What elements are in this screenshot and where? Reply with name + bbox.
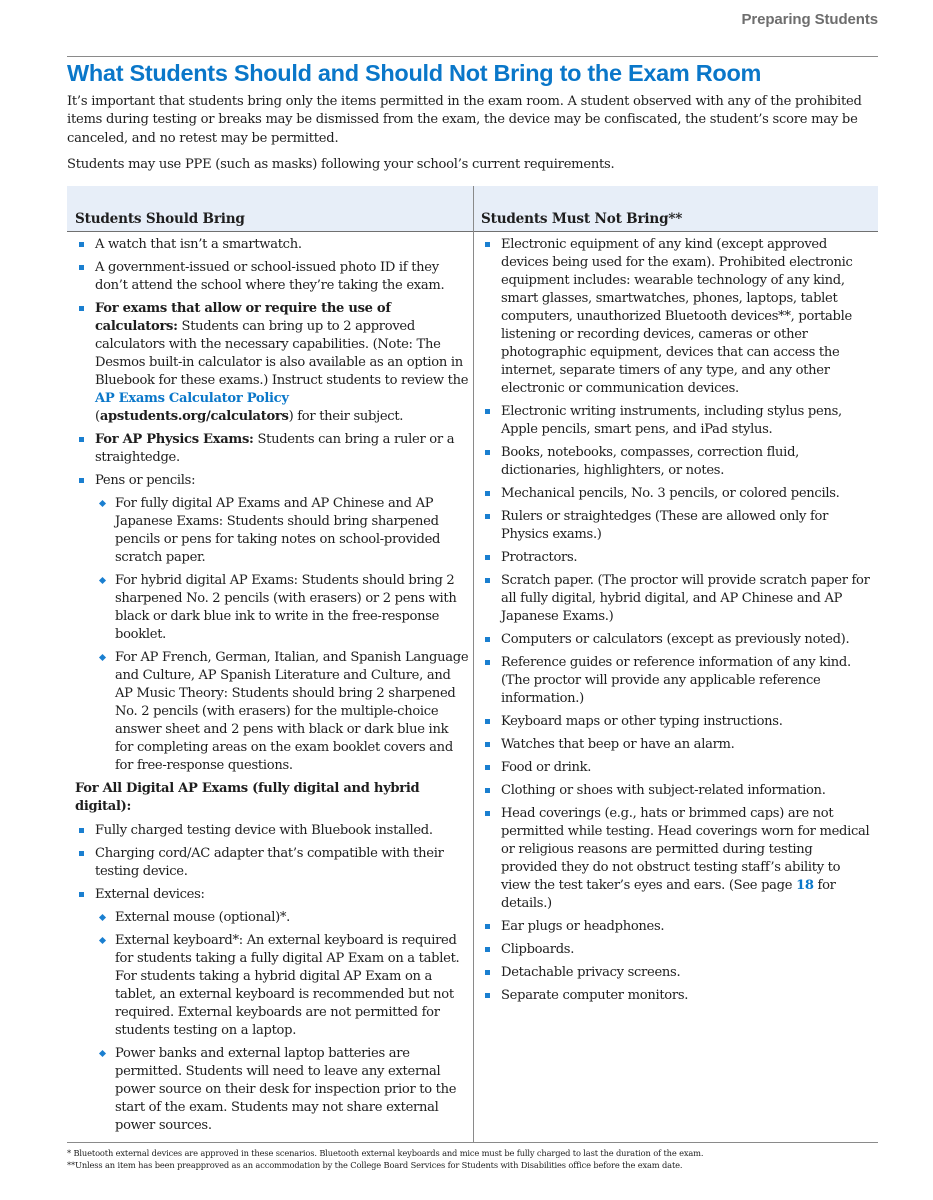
digital-exams-list (75, 822, 469, 1135)
list-item: Detachable privacy screens. (481, 964, 871, 982)
list-item: Electronic writing instruments, including stylus pens, Apple pencils, smart pens, and iPad stylus. (481, 403, 871, 439)
list-item: Clothing or shoes with subject-related information. (481, 782, 871, 800)
calculator-policy-link[interactable]: AP Exams Calculator Policy (95, 391, 289, 406)
sub-list-item: For fully digital AP Exams and AP Chinese and AP Japanese Exams: Students should bring sharpened pencils or pens for taking notes on school-provided scratch paper. (95, 495, 469, 567)
item-lead: For AP Physics Exams: (95, 432, 254, 447)
should-bring-list (75, 236, 469, 775)
column-divider (473, 186, 474, 1142)
running-head: Preparing Students (741, 11, 878, 28)
table-bottom-rule (67, 1142, 878, 1143)
must-not-bring-list (481, 236, 871, 1005)
list-item: Scratch paper. (The proctor will provide scratch paper for all fully digital, hybrid digital, and AP Chinese and AP Japanese Exams.) (481, 572, 871, 626)
list-item: Fully charged testing device with Bluebook installed. (75, 822, 469, 840)
item-text: A watch that isn’t a smartwatch. (95, 237, 302, 252)
sub-list-item: For hybrid digital AP Exams: Students should bring 2 sharpened No. 2 pencils (with erasers) or 2 pens with black or dark blue ink to write in the free-response booklet. (95, 572, 469, 644)
list-item (75, 259, 469, 295)
list-item: Rulers or straightedges (These are allowed only for Physics exams.) (481, 508, 871, 544)
list-item: Clipboards. (481, 941, 871, 959)
item-text: Pens or pencils: (95, 473, 196, 488)
list-item: Mechanical pencils, No. 3 pencils, or colored pencils. (481, 485, 871, 503)
calculator-policy-url: apstudents.org/calculators (99, 409, 289, 424)
list-item-physics (75, 431, 469, 467)
list-item: Computers or calculators (except as previously noted). (481, 631, 871, 649)
item-text: Head coverings (e.g., hats or brimmed caps) are not permitted while testing. Head coverings worn for medical or religious reasons are permitted during testing provided they do not obstruct testing staff’s ability to view the test taker’s eyes and ears. (See page (501, 806, 870, 893)
pens-sublist (95, 495, 469, 775)
footnotes (67, 1147, 887, 1171)
item-text: ( (95, 409, 100, 424)
footnote-double-star: **Unless an item has been preapproved as an accommodation by the College Board Services for Students with Disabilities office before the exam date. (67, 1160, 683, 1170)
should-bring-column (75, 236, 469, 1140)
list-item: Books, notebooks, compasses, correction fluid, dictionaries, highlighters, or notes. (481, 444, 871, 480)
page-18-link[interactable]: 18 (796, 878, 814, 893)
ppe-paragraph: Students may use PPE (such as masks) following your school’s current requirements. (67, 157, 615, 172)
list-item: Charging cord/AC adapter that’s compatible with their testing device. (75, 845, 469, 881)
list-item: Ear plugs or headphones. (481, 918, 871, 936)
items-table (67, 186, 878, 1144)
item-lead: For exams that allow or require the use of calculators: (95, 301, 391, 334)
list-item: Watches that beep or have an alarm. (481, 736, 871, 754)
footnote-single-star: * Bluetooth external devices are approved in these scenarios. Bluetooth external keyboards and mice must be fully charged to last the duration of the exam. (67, 1148, 704, 1158)
sub-list-item: Power banks and external laptop batteries are permitted. Students will need to leave any external power source on their desk for inspection prior to the start of the exam. Students may not share external power sources. (95, 1045, 469, 1135)
item-text: A government-issued or school-issued photo ID if they don’t attend the school where they’re taking the exam. (95, 260, 445, 293)
intro-paragraph: It’s important that students bring only the items permitted in the exam room. A student observed with any of the prohibited items during testing or breaks may be dismissed from the exam, the device may be confiscated, the student’s score may be canceled, and no retest may be permitted. (67, 94, 862, 146)
list-item-pens (75, 472, 469, 775)
list-item: Food or drink. (481, 759, 871, 777)
list-item: Keyboard maps or other typing instructions. (481, 713, 871, 731)
list-item: Protractors. (481, 549, 871, 567)
list-item-head-coverings (481, 805, 871, 913)
item-text: ) for their subject. (288, 409, 404, 424)
list-item (75, 236, 469, 254)
item-text: Students can bring a ruler or a straightedge. (95, 432, 455, 465)
external-devices-sublist (95, 909, 469, 1135)
column-header-must-not-bring: Students Must Not Bring** (481, 211, 683, 227)
list-item: Reference guides or reference information of any kind. (The proctor will provide any applicable reference information.) (481, 654, 871, 708)
sub-list-item: External keyboard*: An external keyboard is required for students taking a fully digital AP Exam on a tablet. For students taking a hybrid digital AP Exam on a tablet, an external keyboard is recommended but not required. External keyboards are not permitted for students testing on a laptop. (95, 932, 469, 1040)
list-item-calculators (75, 300, 469, 426)
sub-list-item: For AP French, German, Italian, and Spanish Language and Culture, AP Spanish Literature and Culture, and AP Music Theory: Students should bring 2 sharpened No. 2 pencils (with erasers) for the multiple-choice answer sheet and 2 pens with black or dark blue ink for completing areas on the exam booklet covers and for free-response questions. (95, 649, 469, 775)
digital-exams-subhead: For All Digital AP Exams (fully digital and hybrid digital): (75, 781, 420, 814)
page-title: What Students Should and Should Not Bring to the Exam Room (67, 60, 762, 86)
list-item: Separate computer monitors. (481, 987, 871, 1005)
list-item: Electronic equipment of any kind (except approved devices being used for the exam). Prohibited electronic equipment includes: wearable technology of any kind, smart glasses, smartwatches, phones, laptops, tablet computers, unauthorized Bluetooth devices**, portable listening or recording devices, cameras or other photographic equipment, devices that can access the internet, separate timers of any type, and any other electronic or communication devices. (481, 236, 871, 398)
must-not-bring-column (481, 236, 871, 1010)
item-text: for details.) (501, 878, 836, 911)
top-rule (67, 56, 878, 57)
sub-list-item: External mouse (optional)*. (95, 909, 469, 927)
list-item-external-devices (75, 886, 469, 1135)
column-header-should-bring: Students Should Bring (75, 211, 245, 227)
item-text: External devices: (95, 887, 205, 902)
item-text: Students can bring up to 2 approved calculators with the necessary capabilities. (Note: The Desmos built-in calculator is also available as an option in Bluebook for these exams.) Instruct students to review the (95, 319, 469, 388)
